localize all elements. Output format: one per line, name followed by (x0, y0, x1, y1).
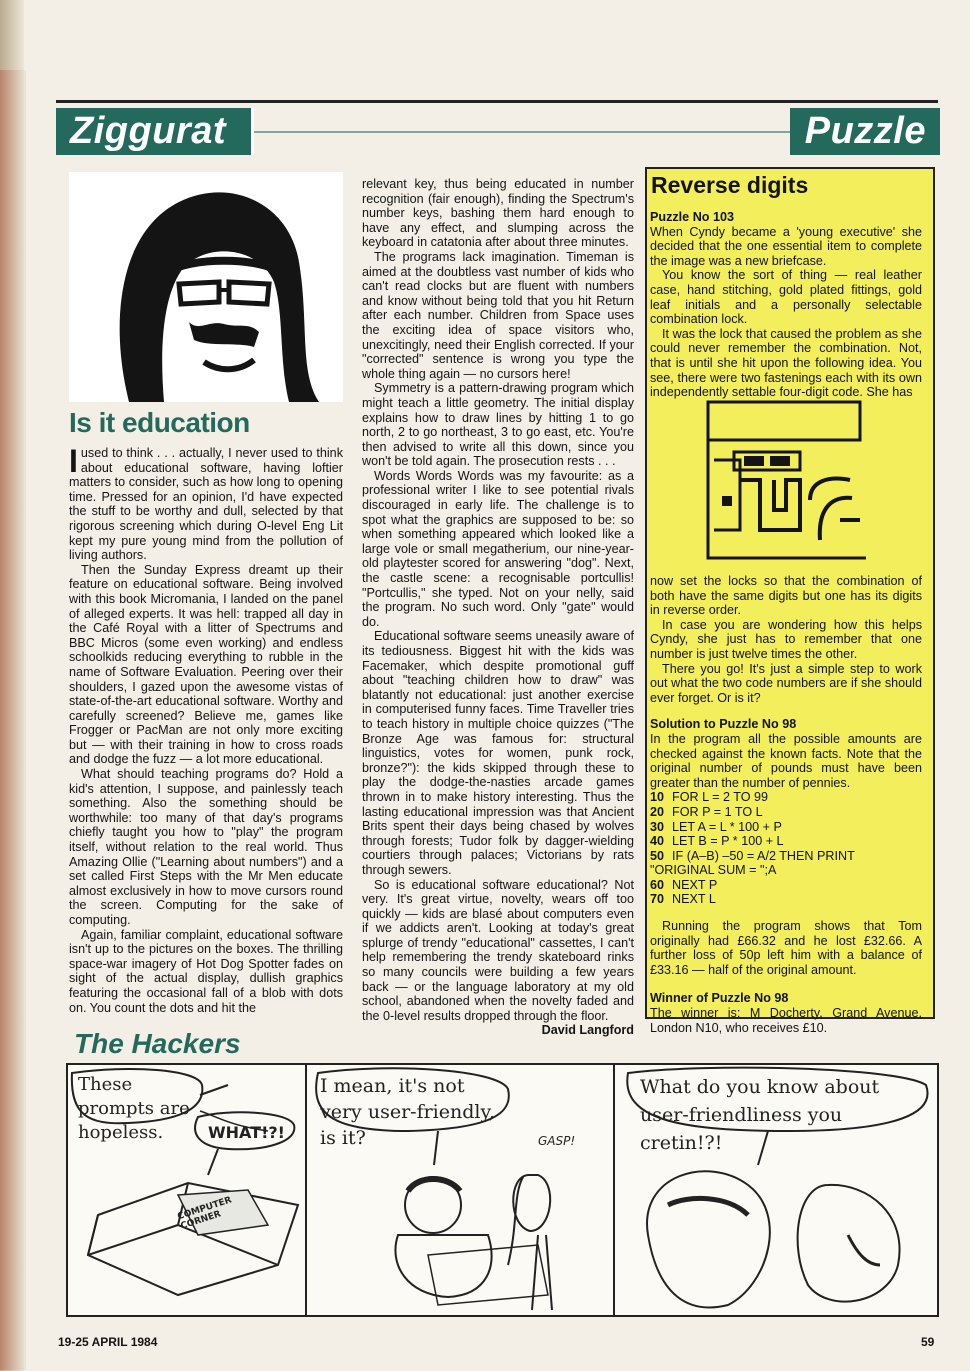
panel1-shout: WHAT!?! (208, 1123, 285, 1142)
article-headline: Is it education (69, 407, 250, 438)
puzzle-column-top (650, 210, 922, 400)
code-line-text: NEXT P (672, 877, 718, 892)
code-line (650, 790, 922, 805)
puzzle-banner: Puzzle (790, 108, 940, 155)
article-paragraph: Educational software seems uneasily aware of its tediousness. Biggest hit with the kids was Facemaker, which despite promotional guff about "teaching children how to draw" was blatantly not educational: just another exercise in computerised funny faces. Time Traveller tries to teach history in multiple choice quizzes ("The Bronze Age was famous for: structural linguistics, votes for women, punk rock, bronze?"): the kids skipped through these to play the dodge-the-nasties arcade games thrown in to make history interesting. Thus the lasting educational impression was that Ancient Brits spent their days being chased by wolves through forests; Tudor folk by dagger-wielding courtiers through palaces; Victorians by rats through sewers. (362, 629, 634, 877)
puzzle-number: Puzzle No 103 (650, 210, 734, 224)
code-line (650, 878, 922, 893)
code-line-number: 70 (650, 892, 665, 907)
puzzle-paragraph: In case you are wondering how this helps Cyndy, she just has to remember that one number is just twelve times the other. (650, 617, 922, 661)
solution-text: In the program all the possible amounts are checked against the known facts. Note that the original number of pounds must have been greater than the number of pennies. (650, 731, 922, 790)
winner-text: The winner is: M Docherty, Grand Avenue, London N10, who receives £10. (650, 1006, 922, 1035)
article-paragraph: So is educational software educational? Not very. It's great virtue, novelty, wears off too quickly — kids are blasé about computers even if we addicts aren't. Looking at today's great splurge of trendy "educational" cassettes, I can't help remembering the trendy skateboard rinks so many councils were building a few years back — or the language laboratory at my old school, abandoned when the novelty faded and the 0-level results dropped through the floor. (362, 877, 634, 1023)
page-number: 59 (921, 1335, 935, 1349)
puzzle-column-bottom (650, 574, 922, 1035)
article-column-2 (362, 177, 634, 1038)
panel2-speech: I mean, it's not very user-friendly, is it? (320, 1075, 495, 1149)
article-paragraph: The programs lack imagination. Timeman is aimed at the doubtless vast number of kids who can't read clocks but are fluent with numbers and know without being told that you hit Return after each number. Children from Space uses the exciting idea of space visitors who, unexcitingly, need their English corrected. If your "corrected" sentence is wrong you type the whole thing again — no cursors here! (362, 249, 634, 381)
band-line (254, 131, 790, 133)
puzzle-title: Reverse digits (651, 172, 809, 198)
article-paragraph: relevant key, thus being educated in number recognition (fair enough), finding the Spectrum's number keys, bashing them hard enough to have any effect, and slumping across the keyboard in catatonia after about three minutes. (362, 177, 634, 250)
panel2-gasp: GASP! (538, 1134, 576, 1148)
code-line-text: FOR L = 2 TO 99 (672, 790, 769, 805)
briefcase-lock-illustration (700, 400, 868, 562)
code-line (650, 892, 922, 907)
result-text: Running the program shows that Tom originally had £66.32 and he lost £32.66. A further loss of 50p left him with a balance of £33.16 — half of the original amount. (650, 919, 922, 977)
article-paragraph: Symmetry is a pattern-drawing program which might teach a little geometry. The initial display explains how to draw lines by hitting 1 to go north, 2 to go northeast, 3 to go east, etc. You're then advised to write all this down, since you won't be told again. The prosecution rests . . . (362, 381, 634, 469)
author-photo (69, 172, 343, 402)
solution-title: Solution to Puzzle No 98 (650, 717, 797, 732)
article-paragraph: Words Words Words was my favourite: as a professional writer I like to see potential rivals discouraged in early life. The challenge is to spot what the graphics are supposed to be: so when something appeared which looked like a large vole or small megatherium, our nine-year-old playtester scored for answering "dog". Next, the castle scene: a recognisable portcullis! "Portcullis," she typed. Not on your nelly, said the program. No such word. Only "gate" would do. (362, 468, 634, 629)
code-line-text: LET B = P * 100 + L (672, 834, 784, 849)
code-line-text: FOR P = 1 TO L (672, 804, 763, 819)
puzzle-paragraph: When Cyndy became a 'young executive' she decided that the one essential item to complete the image was a new briefcase. (650, 224, 922, 268)
puzzle-paragraph: now set the locks so that the combination of both have the same digits but one has its digits in reverse order. (650, 574, 922, 618)
top-rule (56, 100, 938, 103)
winner-title: Winner of Puzzle No 98 (650, 991, 789, 1006)
code-line-number: 40 (650, 834, 665, 849)
article-paragraph: What should teaching programs do? Hold a kid's attention, I suppose, and painlessly teach something. Also the something should be worthwhile: too many of that day's programs chiefly taught you how to "play" the program itself, without relation to the real world. Thus Amazing Ollie ("Learning about numbers") and a set called First Steps with the Mr Men educate almost exclusively in how to move cursors round the screen. Computing for the sake of computing. (69, 767, 343, 927)
code-line-number: 10 (650, 790, 665, 805)
cartoon-title: The Hackers (74, 1028, 241, 1059)
puzzle-paragraph: It was the lock that caused the problem as she could never remember the combination. Not, that is until she hit upon the following idea. You see, there were two fastenings each with its own independently settable four-digit code. She has (650, 326, 922, 400)
article-column-1 (69, 443, 343, 1015)
code-line-number: 50 (650, 848, 665, 863)
code-line (650, 834, 922, 849)
panel3-speech: What do you know about user-friendliness you cretin!?! (640, 1076, 880, 1154)
code-line (650, 849, 922, 878)
article-paragraph: used to think . . . actually, I never used to think about educational software, having loftier matters to consider, such as how long to opening time. Pressed for an opinion, I'd have expected the stuff to be worthy and dull, selected by that rigorous screening which during O-level Eng Lit kept my pure young mind from the pollution of living authors. (69, 446, 343, 563)
code-line-number: 20 (650, 804, 665, 819)
ziggurat-banner: Ziggurat (56, 108, 254, 155)
article-paragraph: Then the Sunday Express dreamt up their feature on educational software. Being involved with this book Micromania, I landed on the panel of alleged experts. It was hell: trapped all day in the Café Royal with a litter of Spectrums and BBC Micros (some even working) and endless schoolkids reducing everything to rubble in the name of Software Evaluation. Peering over their shoulders, I gazed upon the awesome vistas of state-of-the-art educational software. Worthy and carefully screened? Believe me, games like Frogger or PacMan are not only more exciting but — with their training in how to cross roads and dodge the fuzz — a lot more educational. (69, 562, 343, 767)
computer-corner-sign: COMPUTER CORNER (176, 1195, 234, 1232)
code-line-number: 60 (650, 877, 665, 892)
puzzle-paragraph: There you go! It's just a simple step to work out what the two code numbers are if she should ever forget. Or is it? (650, 661, 922, 705)
panel1-speech: These prompts are hopeless. (78, 1074, 190, 1143)
byline: David Langford (541, 1023, 634, 1038)
code-line-text: IF (A–B) –50 = A/2 THEN PRINT "ORIGINAL SUM = ";A (650, 848, 855, 878)
code-line-text: LET A = L * 100 + P (672, 819, 782, 834)
issue-date: 19-25 APRIL 1984 (58, 1335, 158, 1349)
article-paragraph: Again, familiar complaint, educational software isn't up to the pictures on the boxes. The thrilling space-war imagery of Hot Dog Spotter fades on sight of the actual display, dullish graphics featuring the occasional fall of a blob with dots on. You count the dots and hit the (69, 927, 343, 1015)
code-line-text: NEXT L (672, 892, 716, 907)
puzzle-paragraph: You know the sort of thing — real leather case, hand stitching, gold plated fittings, gold leaf initials and a personally selectable combination lock. (650, 268, 922, 327)
code-line (650, 805, 922, 820)
drop-cap: I (69, 443, 78, 479)
code-line-number: 30 (650, 819, 665, 834)
spine-shadow (0, 70, 26, 1370)
cartoon-strip (66, 1063, 939, 1317)
code-line (650, 820, 922, 835)
